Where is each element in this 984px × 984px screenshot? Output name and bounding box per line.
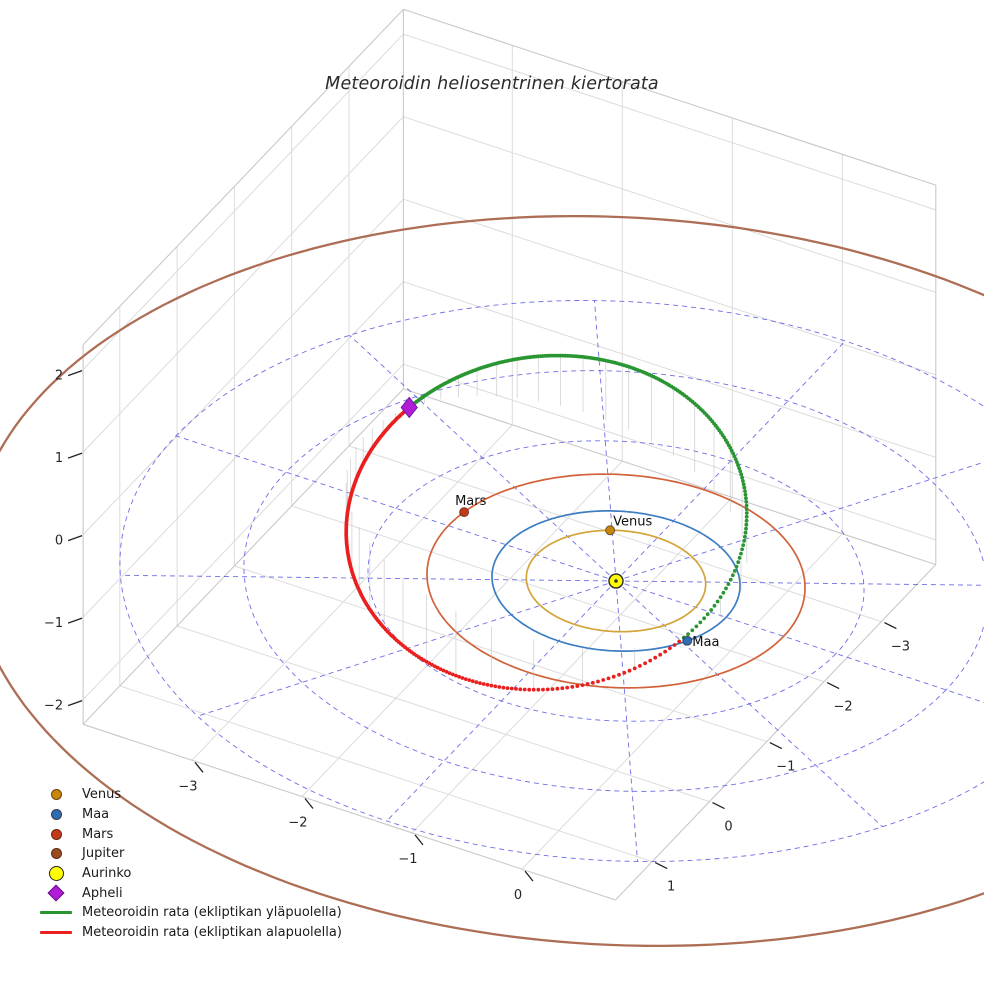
grid-spoke — [350, 335, 617, 581]
legend-item-7 — [30, 923, 342, 943]
z-tick-label: −1 — [43, 616, 64, 632]
legend-item-4 — [30, 864, 342, 884]
planet-label-maa: Maa — [692, 634, 720, 650]
y-tick-label: −3 — [890, 639, 910, 655]
legend-marker-line-icon — [30, 911, 82, 914]
legend-label: Venus — [82, 787, 122, 803]
y-tick-label: −1 — [776, 759, 796, 775]
legend-label: Apheli — [82, 885, 123, 901]
legend-label: Meteoroidin rata (ekliptikan yläpuolella) — [82, 905, 342, 921]
x-tick-label: 0 — [513, 888, 523, 904]
legend-label: Jupiter — [82, 846, 125, 862]
z-tick-label: 0 — [54, 533, 64, 549]
planet-label-mars: Mars — [455, 494, 487, 510]
y-tick-label: 1 — [667, 879, 676, 895]
grid-spoke — [616, 581, 984, 587]
chart-title: Meteoroidin heliosentrinen kiertorata — [325, 74, 659, 94]
sun-marker — [609, 574, 623, 588]
meteoroid-orbit-below — [344, 407, 681, 692]
legend-label: Meteoroidin rata (ekliptikan alapuolella) — [82, 925, 342, 941]
legend-item-0 — [30, 785, 342, 805]
legend-label: Maa — [82, 807, 110, 823]
legend-item-6 — [30, 903, 342, 923]
planet-marker-maa — [683, 636, 692, 645]
ecliptic-grid — [120, 301, 984, 862]
x-tick-label: −1 — [398, 851, 418, 867]
legend-item-3 — [30, 844, 342, 864]
legend-marker-diamond-icon — [30, 887, 82, 899]
legend-label: Mars — [82, 826, 114, 842]
legend-item-2 — [30, 824, 342, 844]
legend-marker-line-icon — [30, 931, 82, 934]
legend-item-5 — [30, 883, 342, 903]
legend-marker-sun-icon — [30, 866, 82, 881]
x-tick-label: −2 — [288, 815, 308, 831]
grid-spoke — [616, 446, 984, 581]
z-tick-label: −2 — [43, 698, 64, 714]
legend — [30, 785, 342, 943]
y-tick-label: −2 — [833, 699, 853, 715]
legend-label: Aurinko — [82, 866, 132, 882]
box-grid — [83, 9, 936, 900]
legend-marker-dot-icon — [30, 809, 82, 820]
grid-circle-r4 — [120, 301, 984, 862]
z-tick-label: 2 — [54, 368, 64, 384]
legend-marker-dot-icon — [30, 848, 82, 859]
x-tick-label: −3 — [178, 779, 198, 795]
legend-marker-dot-icon — [30, 829, 82, 840]
grid-spoke — [616, 581, 984, 726]
legend-item-1 — [30, 805, 342, 825]
grid-spoke — [387, 581, 616, 821]
legend-marker-dot-icon — [30, 789, 82, 800]
z-tick-label: 1 — [54, 451, 64, 467]
planet-label-venus: Venus — [613, 514, 653, 530]
y-tick-label: 0 — [724, 819, 733, 835]
